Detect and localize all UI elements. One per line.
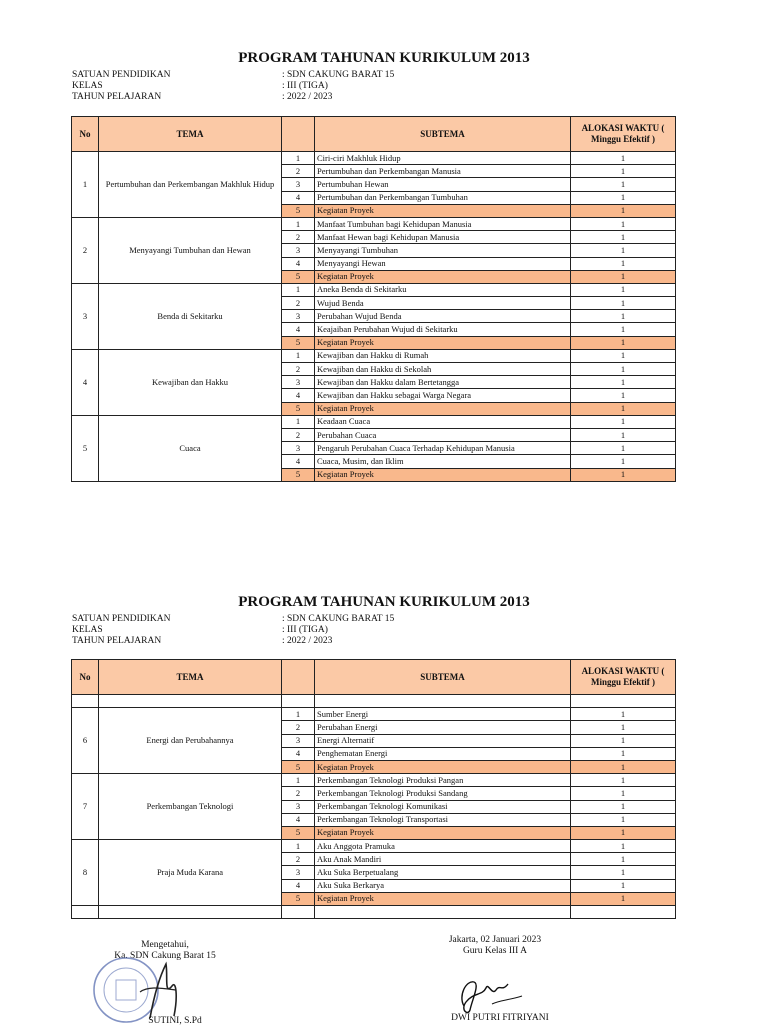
- allocation-value: 1: [571, 402, 676, 415]
- subtheme-name: Kewajiban dan Hakku di Sekolah: [315, 363, 571, 376]
- allocation-value: 1: [571, 191, 676, 204]
- subtheme-name: Kegiatan Proyek: [315, 760, 571, 773]
- table-row: [72, 774, 676, 787]
- meta-value: : 2022 / 2023: [282, 92, 333, 102]
- subtheme-name: Menyayangi Hewan: [315, 257, 571, 270]
- subtheme-number: 4: [282, 747, 315, 760]
- table-header-row: [72, 117, 676, 152]
- subtheme-name: Kegiatan Proyek: [315, 826, 571, 839]
- theme-number: 8: [72, 840, 99, 906]
- subtheme-name: Perkembangan Teknologi Komunikasi: [315, 800, 571, 813]
- subtheme-number: 4: [282, 879, 315, 892]
- meta-block-2: [72, 614, 394, 647]
- allocation-value: 1: [571, 217, 676, 230]
- theme-name: Pertumbuhan dan Perkembangan Makhluk Hidup: [99, 152, 282, 218]
- subtheme-number: 4: [282, 455, 315, 468]
- subtheme-number: 3: [282, 376, 315, 389]
- allocation-value: 1: [571, 787, 676, 800]
- allocation-value: 1: [571, 840, 676, 853]
- subtheme-number: 1: [282, 217, 315, 230]
- allocation-value: 1: [571, 165, 676, 178]
- header-blank: [282, 117, 315, 152]
- page-title-2: PROGRAM TAHUNAN KURIKULUM 2013: [238, 594, 530, 610]
- subtheme-name: Pengaruh Perubahan Cuaca Terhadap Kehidupan Manusia: [315, 442, 571, 455]
- subtheme-name: Kewajiban dan Hakku dalam Bertetangga: [315, 376, 571, 389]
- allocation-value: 1: [571, 774, 676, 787]
- table-header-row: [72, 660, 676, 695]
- allocation-value: 1: [571, 336, 676, 349]
- sign-left-name: SUTINI, S.Pd: [148, 1016, 202, 1026]
- allocation-value: 1: [571, 428, 676, 441]
- meta-label: SATUAN PENDIDIKAN: [72, 614, 171, 624]
- header-no: No: [72, 117, 99, 152]
- subtheme-name: Ciri-ciri Makhluk Hidup: [315, 152, 571, 165]
- theme-name: Cuaca: [99, 415, 282, 481]
- subtheme-name: Pertumbuhan dan Perkembangan Tumbuhan: [315, 191, 571, 204]
- meta-label: TAHUN PELAJARAN: [72, 92, 162, 102]
- allocation-value: 1: [571, 442, 676, 455]
- theme-name: Perkembangan Teknologi: [99, 774, 282, 840]
- meta-label: KELAS: [72, 81, 103, 91]
- subtheme-number: 2: [282, 297, 315, 310]
- allocation-value: 1: [571, 747, 676, 760]
- subtheme-name: Kegiatan Proyek: [315, 204, 571, 217]
- meta-label: TAHUN PELAJARAN: [72, 636, 162, 646]
- meta-value: : SDN CAKUNG BARAT 15: [282, 70, 395, 80]
- allocation-value: 1: [571, 813, 676, 826]
- header-no: No: [72, 660, 99, 695]
- theme-number: 3: [72, 283, 99, 349]
- header-alokasi: ALOKASI WAKTU ( Minggu Efektif ): [571, 660, 676, 695]
- subtheme-number: 4: [282, 323, 315, 336]
- page-title-1: PROGRAM TAHUNAN KURIKULUM 2013: [238, 50, 530, 66]
- theme-number: 1: [72, 152, 99, 218]
- theme-number: 5: [72, 415, 99, 481]
- subtheme-name: Manfaat Tumbuhan bagi Kehidupan Manusia: [315, 217, 571, 230]
- program-table-1: [71, 116, 676, 482]
- subtheme-name: Perubahan Cuaca: [315, 428, 571, 441]
- subtheme-name: Manfaat Hewan bagi Kehidupan Manusia: [315, 231, 571, 244]
- subtheme-number: 3: [282, 178, 315, 191]
- theme-name: Energi dan Perubahannya: [99, 708, 282, 774]
- subtheme-name: Kegiatan Proyek: [315, 336, 571, 349]
- allocation-value: 1: [571, 244, 676, 257]
- allocation-value: 1: [571, 297, 676, 310]
- subtheme-number: 1: [282, 415, 315, 428]
- header-alokasi: ALOKASI WAKTU ( Minggu Efektif ): [571, 117, 676, 152]
- theme-name: Kewajiban dan Hakku: [99, 349, 282, 415]
- subtheme-number: 5: [282, 468, 315, 481]
- subtheme-name: Kegiatan Proyek: [315, 468, 571, 481]
- allocation-value: 1: [571, 257, 676, 270]
- subtheme-number: 1: [282, 152, 315, 165]
- header-tema: TEMA: [99, 660, 282, 695]
- official-stamp: [80, 956, 200, 1024]
- subtheme-number: 2: [282, 721, 315, 734]
- signature-right: [425, 935, 565, 957]
- subtheme-number: 2: [282, 787, 315, 800]
- meta-value: : 2022 / 2023: [282, 636, 333, 646]
- subtheme-number: 1: [282, 349, 315, 362]
- subtheme-number: 2: [282, 853, 315, 866]
- subtheme-number: 2: [282, 231, 315, 244]
- allocation-value: 1: [571, 879, 676, 892]
- theme-number: 2: [72, 217, 99, 283]
- sign-right-line1: Jakarta, 02 Januari 2023: [448, 935, 542, 945]
- allocation-value: 1: [571, 734, 676, 747]
- header-subtema: SUBTEMA: [315, 660, 571, 695]
- subtheme-name: Kegiatan Proyek: [315, 402, 571, 415]
- allocation-value: 1: [571, 415, 676, 428]
- table-row: [72, 217, 676, 230]
- subtheme-number: 4: [282, 191, 315, 204]
- table-row: [72, 283, 676, 296]
- subtheme-name: Perkembangan Teknologi Produksi Pangan: [315, 774, 571, 787]
- subtheme-number: 5: [282, 270, 315, 283]
- subtheme-name: Sumber Energi: [315, 708, 571, 721]
- subtheme-name: Kegiatan Proyek: [315, 270, 571, 283]
- table-row: [72, 415, 676, 428]
- subtheme-name: Cuaca, Musim, dan Iklim: [315, 455, 571, 468]
- program-table-2: [71, 659, 676, 919]
- table-spacer-row: [72, 906, 676, 919]
- subtheme-number: 5: [282, 336, 315, 349]
- allocation-value: 1: [571, 721, 676, 734]
- allocation-value: 1: [571, 853, 676, 866]
- subtheme-name: Perkembangan Teknologi Produksi Sandang: [315, 787, 571, 800]
- allocation-value: 1: [571, 310, 676, 323]
- subtheme-name: Aku Anggota Pramuka: [315, 840, 571, 853]
- subtheme-number: 1: [282, 840, 315, 853]
- subtheme-name: Perkembangan Teknologi Transportasi: [315, 813, 571, 826]
- header-tema: TEMA: [99, 117, 282, 152]
- sign-right-line2: Guru Kelas III A: [462, 946, 528, 956]
- allocation-value: 1: [571, 455, 676, 468]
- meta-value: : SDN CAKUNG BARAT 15: [282, 614, 395, 624]
- allocation-value: 1: [571, 204, 676, 217]
- subtheme-name: Kewajiban dan Hakku di Rumah: [315, 349, 571, 362]
- meta-label: KELAS: [72, 625, 103, 635]
- subtheme-number: 2: [282, 165, 315, 178]
- subtheme-name: Penghematan Energi: [315, 747, 571, 760]
- sign-left-line1: Mengetahui,: [141, 940, 189, 950]
- subtheme-name: Pertumbuhan dan Perkembangan Manusia: [315, 165, 571, 178]
- subtheme-name: Energi Alternatif: [315, 734, 571, 747]
- subtheme-number: 3: [282, 244, 315, 257]
- allocation-value: 1: [571, 800, 676, 813]
- subtheme-number: 5: [282, 204, 315, 217]
- subtheme-name: Menyayangi Tumbuhan: [315, 244, 571, 257]
- allocation-value: 1: [571, 363, 676, 376]
- subtheme-number: 2: [282, 428, 315, 441]
- theme-number: 4: [72, 349, 99, 415]
- allocation-value: 1: [571, 866, 676, 879]
- allocation-value: 1: [571, 323, 676, 336]
- allocation-value: 1: [571, 389, 676, 402]
- subtheme-name: Perubahan Wujud Benda: [315, 310, 571, 323]
- subtheme-number: 5: [282, 892, 315, 905]
- allocation-value: 1: [571, 349, 676, 362]
- subtheme-number: 5: [282, 402, 315, 415]
- subtheme-name: Kegiatan Proyek: [315, 892, 571, 905]
- subtheme-name: Pertumbuhan Hewan: [315, 178, 571, 191]
- subtheme-number: 1: [282, 774, 315, 787]
- subtheme-number: 3: [282, 800, 315, 813]
- subtheme-name: Perubahan Energi: [315, 721, 571, 734]
- subtheme-name: Aku Suka Berkarya: [315, 879, 571, 892]
- header-blank: [282, 660, 315, 695]
- table-row: [72, 349, 676, 362]
- allocation-value: 1: [571, 178, 676, 191]
- header-subtema: SUBTEMA: [315, 117, 571, 152]
- subtheme-number: 1: [282, 708, 315, 721]
- table-row: [72, 708, 676, 721]
- subtheme-name: Keajaiban Perubahan Wujud di Sekitarku: [315, 323, 571, 336]
- theme-number: 7: [72, 774, 99, 840]
- allocation-value: 1: [571, 376, 676, 389]
- theme-name: Menyayangi Tumbuhan dan Hewan: [99, 217, 282, 283]
- subtheme-name: Wujud Benda: [315, 297, 571, 310]
- subtheme-name: Aneka Benda di Sekitarku: [315, 283, 571, 296]
- subtheme-name: Aku Suka Berpetualang: [315, 866, 571, 879]
- allocation-value: 1: [571, 826, 676, 839]
- subtheme-number: 2: [282, 363, 315, 376]
- subtheme-number: 4: [282, 813, 315, 826]
- sign-left-line2: Ka. SDN Cakung Barat 15: [114, 951, 216, 961]
- subtheme-number: 3: [282, 310, 315, 323]
- allocation-value: 1: [571, 283, 676, 296]
- allocation-value: 1: [571, 231, 676, 244]
- subtheme-name: Keadaan Cuaca: [315, 415, 571, 428]
- sign-right-name: DWI PUTRI FITRIYANI: [451, 1013, 549, 1023]
- allocation-value: 1: [571, 760, 676, 773]
- subtheme-number: 4: [282, 389, 315, 402]
- handwritten-signature: [452, 966, 542, 1016]
- subtheme-number: 1: [282, 283, 315, 296]
- table-row: [72, 152, 676, 165]
- theme-name: Praja Muda Karana: [99, 840, 282, 906]
- theme-number: 6: [72, 708, 99, 774]
- meta-label: SATUAN PENDIDIKAN: [72, 70, 171, 80]
- allocation-value: 1: [571, 270, 676, 283]
- subtheme-number: 3: [282, 734, 315, 747]
- subtheme-number: 5: [282, 826, 315, 839]
- theme-name: Benda di Sekitarku: [99, 283, 282, 349]
- subtheme-number: 4: [282, 257, 315, 270]
- meta-value: : III (TIGA): [282, 81, 328, 91]
- allocation-value: 1: [571, 152, 676, 165]
- allocation-value: 1: [571, 708, 676, 721]
- subtheme-number: 3: [282, 866, 315, 879]
- allocation-value: 1: [571, 892, 676, 905]
- subtheme-number: 5: [282, 760, 315, 773]
- meta-value: : III (TIGA): [282, 625, 328, 635]
- meta-block-1: [72, 70, 394, 103]
- subtheme-name: Aku Anak Mandiri: [315, 853, 571, 866]
- table-row: [72, 840, 676, 853]
- subtheme-number: 3: [282, 442, 315, 455]
- allocation-value: 1: [571, 468, 676, 481]
- table-spacer-row: [72, 695, 676, 708]
- subtheme-name: Kewajiban dan Hakku sebagai Warga Negara: [315, 389, 571, 402]
